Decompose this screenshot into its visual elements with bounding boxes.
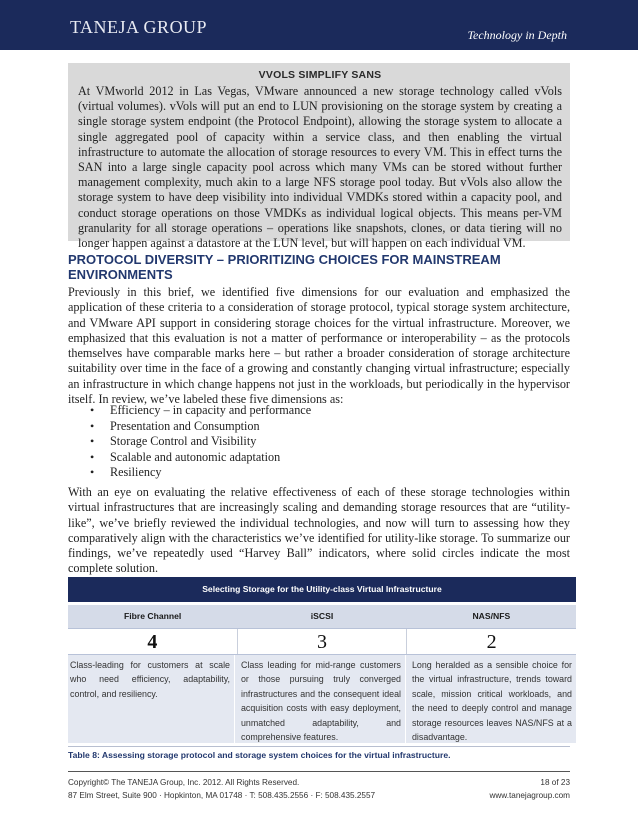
list-item: • Resiliency [90,465,311,481]
description-iscsi: Class leading for mid-range customers or those pursuing truly converged infrastructures and the consequent ideal acquisition costs with easy deployment, unmatched adaptability, and comprehensive features. [235,655,406,743]
table-description-row [68,655,576,743]
footer-divider [68,771,570,772]
table-title: Selecting Storage for the Utility-class Virtual Infrastructure [68,577,576,602]
dimensions-list [90,403,311,481]
list-item: • Storage Control and Visibility [90,434,311,450]
footer-website[interactable]: www.tanejagroup.com [489,791,570,800]
caption-divider [68,746,570,747]
column-header-nas-nfs: NAS/NFS [472,611,511,621]
table-caption: Table 8: Assessing storage protocol and storage system choices for the virtual infrastructure. [68,750,451,760]
list-item: • Scalable and autonomic adaptation [90,450,311,466]
evaluation-paragraph: With an eye on evaluating the relative effectiveness of each of these storage technologies within virtual infrastructures that are increasingly scaling and demanding storage resources that are “utility-like”, we’ve briefly reviewed the individual technologies, and now will turn to assessing how they comparatively align with the characteristics we’ve identified for utility-like storage. To summarize our findings, we’ve repeatedly used “Harvey Ball” indicators, where solid circles indicate the most complete solution. [68,485,570,576]
table-header-row [68,605,576,628]
intro-paragraph: Previously in this brief, we identified five dimensions for our evaluation and emphasized the application of these criteria to a consideration of storage protocol, typical storage system architecture, and VMware API support in considering storage choices for the virtual infrastructure. Moreover, we emphasized that this evaluation is not a matter of performance or interoperability – as the protocols themselves have comparable marks here – but rather a broader consideration of storage architecture suitability over time in the face of a growing and constantly changing virtual infrastructure; especially an infrastructure in which change happens not just in the workloads, but periodically in the hypervisor itself. In review, we’ve labeled these five dimensions as: [68,285,570,407]
section-heading: PROTOCOL DIVERSITY – PRIORITIZING CHOICES FOR MAINSTREAM ENVIRONMENTS [68,252,501,282]
score-iscsi: 3 [238,629,408,654]
list-item: • Presentation and Consumption [90,419,311,435]
list-item: • Efficiency – in capacity and performance [90,403,311,419]
sidebar-title: VVOLS SIMPLIFY SANS [258,69,382,81]
score-nas-nfs: 2 [486,631,497,653]
table-score-row [68,628,576,655]
page-header [0,0,638,50]
footer-line-2 [68,791,570,800]
storage-comparison-table [68,577,576,743]
vvols-sidebar [68,63,570,251]
company-logo: TANEJA GROUP [70,17,208,37]
description-fibre-channel: Class-leading for customers at scale who need efficiency, adaptability, control, and resiliency. [68,655,235,743]
footer-copyright: Copyright© The TANEJA Group, Inc. 2012. All Rights Reserved. [68,778,300,787]
sidebar-body: At VMworld 2012 in Las Vegas, VMware announced a new storage technology called vVols (virtual volumes). vVols will put an end to LUN provisioning on the storage system by creating a single storage system endpoint (the Protocol Endpoint), allowing the storage system to allocate a single aggregated pool of capacity within a service class, and then enabling the virtual infrastructure to automate the allocation of storage resources to every VM. This in effect turns the SAN into a large single capacity pool across which many VMs can be stored without further management complexity, much akin to a large NFS storage pool today. But vVols also allow the storage system to have deep visibility into individual VMDKs stored within a capacity pool, and conduct storage operations on those VMDKs as individual logical objects. This means per-VM granularity for all storage operations – operations like snapshots, clones, or data tiering will no longer happen against a datastore at the LUN level, but will happen on each individual VM. [78,84,562,251]
column-header-fibre-channel: Fibre Channel [124,611,182,621]
score-fibre-channel: 4 [68,629,238,654]
header-tagline: Technology in Depth [467,28,567,42]
footer-address: 87 Elm Street, Suite 900 · Hopkinton, MA 01748 · T: 508.435.2556 · F: 508.435.2557 [68,791,376,800]
column-header-iscsi: iSCSI [310,611,334,621]
page-number: 18 of 23 [540,778,570,787]
description-nas-nfs: Long heralded as a sensible choice for the virtual infrastructure, trends toward scale, mission critical workloads, and the need to deeply control and manage storage resources leaves NAS/NFS at a disadvantage. [412,660,572,743]
footer-line-1 [68,778,570,787]
